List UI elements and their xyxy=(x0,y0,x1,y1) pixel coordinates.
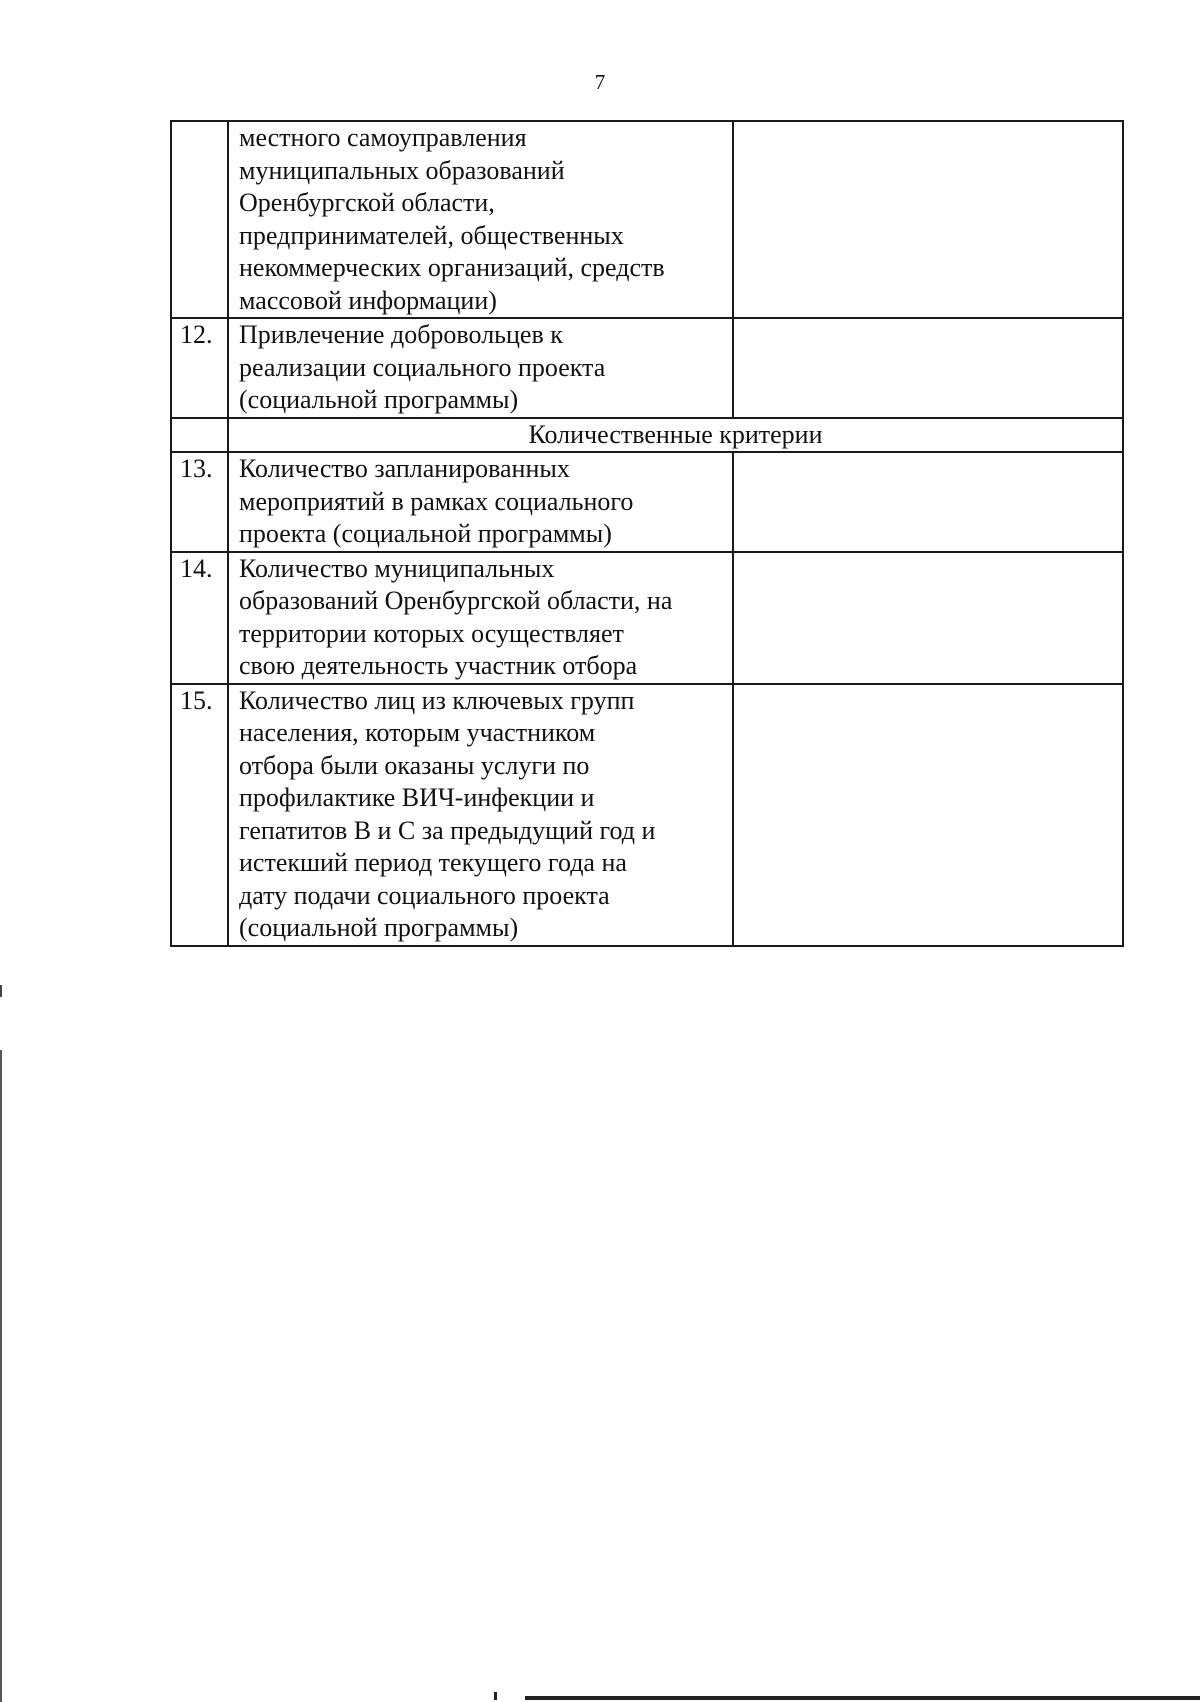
criteria-table xyxy=(170,120,1124,947)
scan-artifact-edge-line xyxy=(0,1050,2,1702)
scan-artifact-dash xyxy=(0,985,2,997)
criterion-text: Количество запланированных мероприятий в рамках социального проекта (социальной программы) xyxy=(228,452,733,552)
row-number: 12. xyxy=(171,318,228,418)
row-number: 15. xyxy=(171,684,228,946)
row-number xyxy=(171,121,228,318)
row-number xyxy=(171,418,228,453)
scan-artifact-bottom-line xyxy=(525,1696,1200,1700)
score-cell xyxy=(733,684,1123,946)
section-row-quantitative xyxy=(171,418,1123,453)
table-row-12 xyxy=(171,318,1123,418)
row-number: 14. xyxy=(171,552,228,684)
table-row-15 xyxy=(171,684,1123,946)
criterion-text: Привлечение добровольцев к реализации социального проекта (социальной программы) xyxy=(228,318,733,418)
scan-artifact-mark xyxy=(494,1692,497,1700)
score-cell xyxy=(733,552,1123,684)
score-cell xyxy=(733,121,1123,318)
score-cell xyxy=(733,318,1123,418)
section-heading: Количественные критерии xyxy=(228,418,1123,453)
table-row-continuation xyxy=(171,121,1123,318)
row-number: 13. xyxy=(171,452,228,552)
page-number: 7 xyxy=(594,70,606,94)
criterion-text: Количество лиц из ключевых групп населения, которым участником отбора были оказаны услуги по профилактике ВИЧ-инфекции и гепатитов В и С за предыдущий год и истекший период текущего года на дату подачи социального проекта (социальной программы) xyxy=(228,684,733,946)
score-cell xyxy=(733,452,1123,552)
table-row-14 xyxy=(171,552,1123,684)
table-row-13 xyxy=(171,452,1123,552)
criterion-text: Количество муниципальных образований Оренбургской области, на территории которых осуществляет свою деятельность участник отбора xyxy=(228,552,733,684)
criterion-text: местного самоуправления муниципальных образований Оренбургской области, предпринимателей, общественных некоммерческих организаций, средств массовой информации) xyxy=(228,121,733,318)
